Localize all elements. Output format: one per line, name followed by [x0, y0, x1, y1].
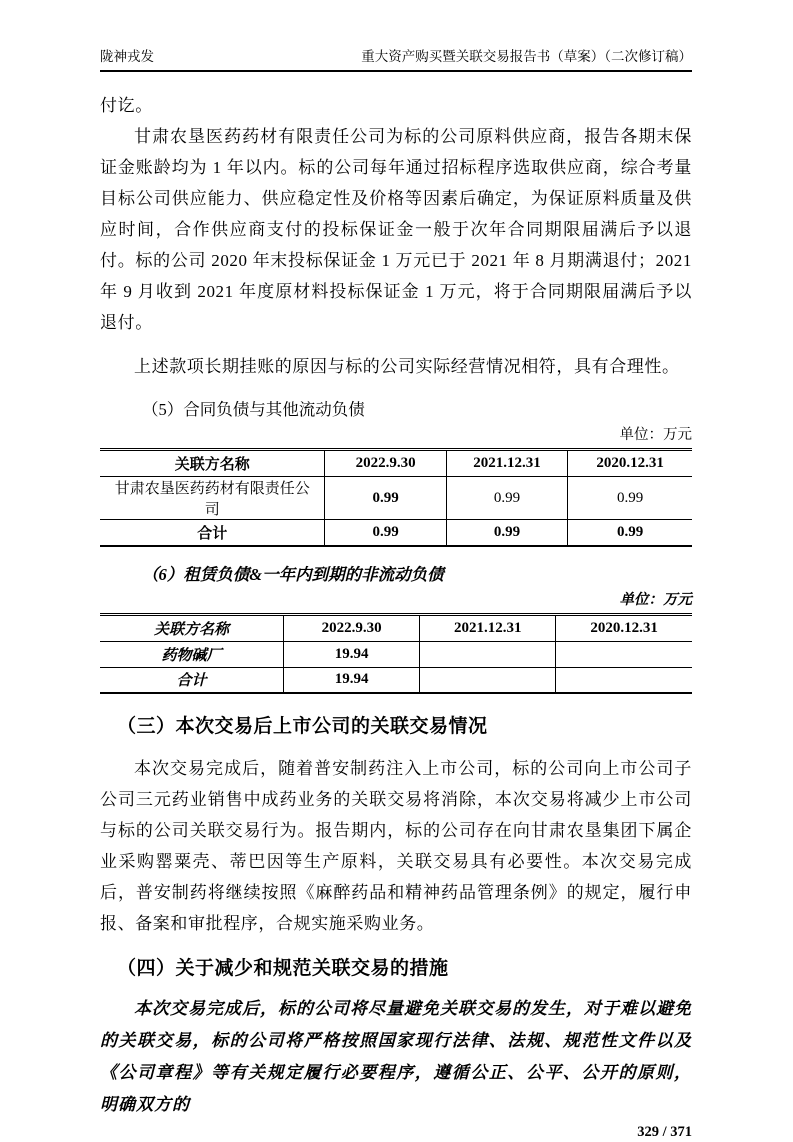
table2-cell-2021-value [420, 641, 556, 667]
table1-cell-2022-value: 0.99 [325, 477, 446, 520]
header-company-name: 陇神戎发 [100, 49, 154, 64]
paragraph-post-transaction: 本次交易完成后，随着普安制药注入上市公司，标的公司向上市公司子公司三元药业销售中成药业务的关联交易将消除，本次交易将减少上市公司与标的公司关联交易行为。报告期内，标的公司存在向甘肃农垦集团下属企业采购罂粟壳、蒂巴因等生产原料，关联交易具有必要性。本次交易完成后，普安制药将继续按照《麻醉药品和精神药品管理条例》的规定，履行申报、备案和审批程序，合规实施采购业务。 [100, 759, 692, 933]
page-header [100, 48, 692, 72]
paragraph-measures: 本次交易完成后，标的公司将尽量避免关联交易的发生，对于难以避免的关联交易，标的公司将严格按照国家现行法律、法规、规范性文件以及《公司章程》等有关规定履行必要程序，遵循公正、公平、公开的原则，明确双方的 [100, 999, 692, 1114]
table2-cell-2022-value: 19.94 [284, 641, 420, 667]
paragraph-supplier-deposit: 甘肃农垦医药药材有限责任公司为标的公司原料供应商，报告各期末保证金账龄均为 1 年以内。标的公司每年通过招标程序选取供应商，综合考量目标公司供应能力、供应稳定性及价格等因素后确定，为保证原料质量及供应时间，合作供应商支付的投标保证金一般于次年合同期限届满后予以退付。标的公司 2020 年末投标保证金 1 万元已于 2021 年 8 月期满退付；2021 年 9 月收到 2021 年度原材料投标保证金 1 万元，将于合同期限届满后予以退付。 [100, 127, 692, 332]
paragraph-payoff: 付讫。 [100, 96, 153, 115]
table1-cell-party-name: 甘肃农垦医药药材有限责任公司 [100, 477, 325, 520]
table1-col-related-party: 关联方名称 [100, 450, 325, 477]
subheading-6: （6）租赁负债&一年内到期的非流动负债 [142, 564, 444, 584]
table2-col-2020-12-31: 2020.12.31 [590, 619, 658, 636]
unit-label-table2: 单位：万元 [619, 591, 692, 608]
table2-col-related-party: 关联方名称 [100, 614, 284, 641]
table1-total-row [100, 520, 692, 546]
unit-label-table1: 单位：万元 [619, 427, 692, 443]
table2-col-2022-9-30: 2022.9.30 [284, 614, 420, 641]
table1-total-2020: 0.99 [616, 523, 644, 540]
table2-col-2021-12-31: 2021.12.31 [420, 614, 556, 641]
table1-row-gansu-nongken [100, 477, 692, 520]
table2-header-row [100, 614, 692, 641]
table1-col-2022-9-30: 2022.9.30 [325, 450, 446, 477]
table1-col-2021-12-31: 2021.12.31 [446, 450, 567, 477]
table1-header-row [100, 450, 692, 477]
table2-total-label: 合计 [100, 667, 284, 693]
table2-total-2020 [556, 667, 692, 693]
table2-total-row [100, 667, 692, 693]
page-number: 329 / 371 [637, 1124, 692, 1140]
table1-total-2022: 0.99 [325, 520, 446, 546]
table1-col-2020-12-31: 2020.12.31 [596, 455, 664, 471]
contract-liabilities-table [100, 448, 692, 547]
table2-row-alkaloid-factory [100, 641, 692, 667]
table2-total-2022: 19.94 [284, 667, 420, 693]
lease-liabilities-table [100, 613, 692, 695]
section-heading-4: （四）关于减少和规范关联交易的措施 [117, 958, 449, 979]
subheading-5: （5）合同负债与其他流动负债 [142, 400, 365, 419]
table1-cell-2020-value: 0.99 [616, 489, 644, 506]
paragraph-reasonableness: 上述款项长期挂账的原因与标的公司实际经营情况相符，具有合理性。 [134, 357, 680, 376]
table1-total-2021: 0.99 [446, 520, 567, 546]
table1-total-label: 合计 [100, 520, 325, 546]
table2-cell-party-name: 药物碱厂 [100, 641, 284, 667]
section-heading-3: （三）本次交易后上市公司的关联交易情况 [117, 716, 488, 737]
header-report-title: 重大资产购买暨关联交易报告书（草案）（二次修订稿） [361, 49, 692, 64]
table2-cell-2020-value [556, 641, 692, 667]
table2-total-2021 [420, 667, 556, 693]
table1-cell-2021-value: 0.99 [446, 477, 567, 520]
